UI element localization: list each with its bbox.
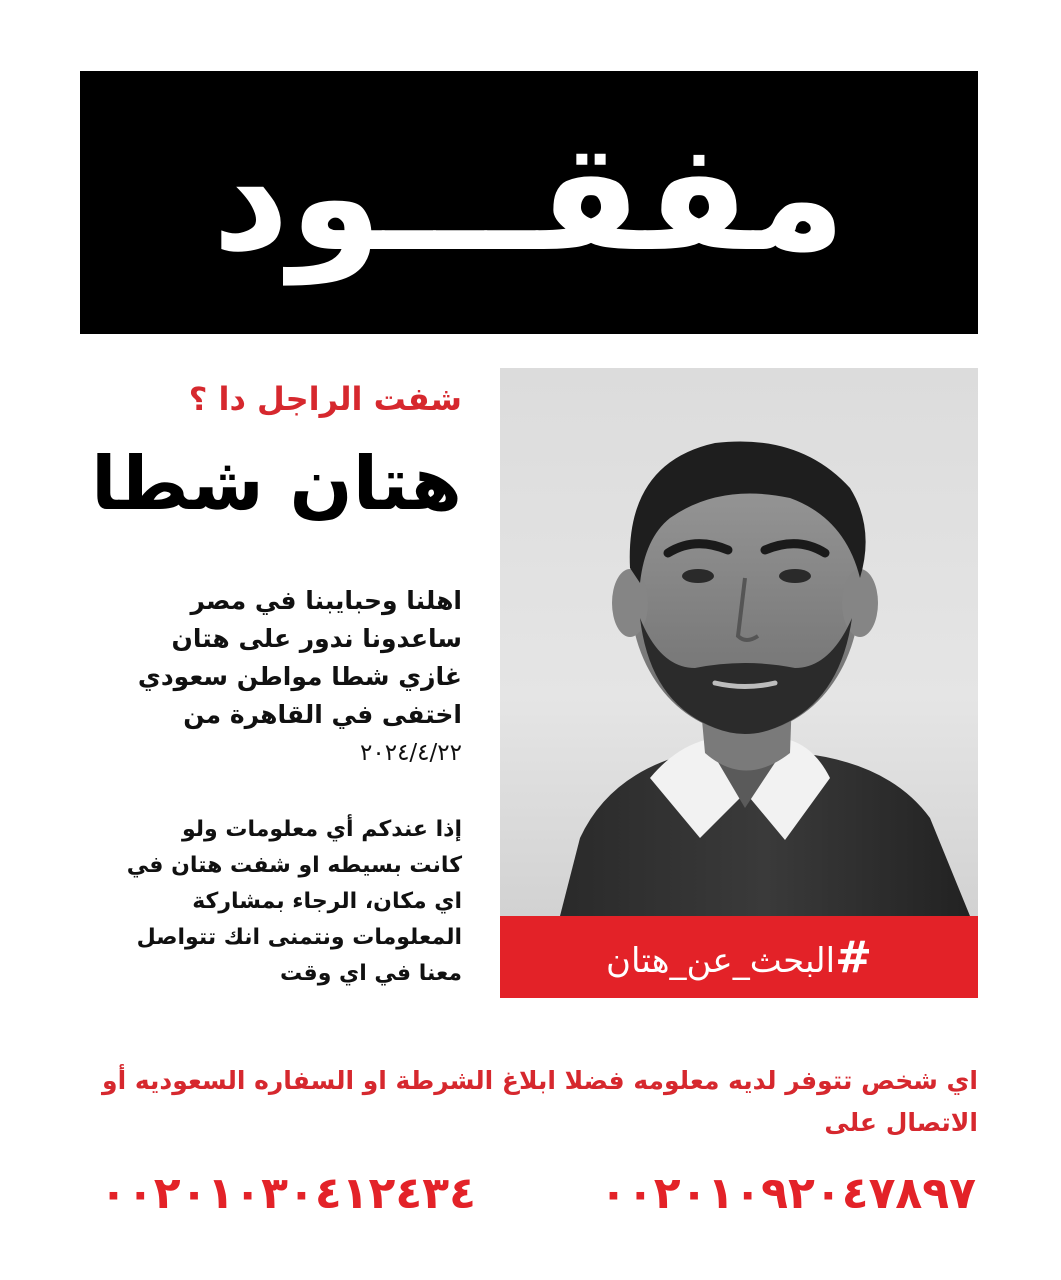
intro-line: اختفى في القاهرة من [183, 700, 462, 729]
intro-line: ساعدونا ندور على هتان [171, 624, 462, 653]
intro-text [90, 582, 462, 772]
question-heading: شفت الراجل دا ؟ [188, 380, 462, 418]
missing-person-name: هتان شطا [91, 441, 462, 527]
contact-note: اي شخص تتوفر لديه معلومه فضلا ابلاغ الشرطة او السفاره السعوديه أو الاتصال على [102, 1066, 978, 1137]
phone-number-right: ٠٠٢٠١٠٩٢٠٤٧٨٩٧ [600, 1168, 976, 1219]
request-line: إذا عندكم أي معلومات ولو [181, 817, 462, 842]
photo-card [500, 368, 978, 998]
hashtag [606, 932, 872, 983]
hashtag-text: البحث_عن_هتان [606, 940, 836, 981]
request-line: معنا في اي وقت [280, 961, 462, 986]
portrait-photo [500, 368, 978, 916]
request-line: اي مكان، الرجاء بمشاركة [192, 889, 462, 914]
disappearance-date: ٢٠٢٤/٤/٢٢ [360, 740, 462, 766]
request-text [90, 812, 462, 992]
missing-banner [80, 71, 978, 334]
phone-number-left: ٠٠٢٠١٠٣٠٤١٢٤٣٤ [100, 1168, 476, 1219]
hashtag-bar [500, 916, 978, 998]
portrait-photo-icon [500, 368, 978, 916]
hashtag-mark: # [835, 931, 872, 983]
intro-line: اهلنا وحبايبنا في مصر [190, 586, 462, 615]
request-line: المعلومات ونتمنى انك تتواصل [136, 925, 462, 950]
intro-line: غازي شطا مواطن سعودي [137, 662, 462, 691]
banner-title: مفقـــود [212, 110, 846, 285]
request-line: كانت بسيطه او شفت هتان في [126, 853, 462, 878]
